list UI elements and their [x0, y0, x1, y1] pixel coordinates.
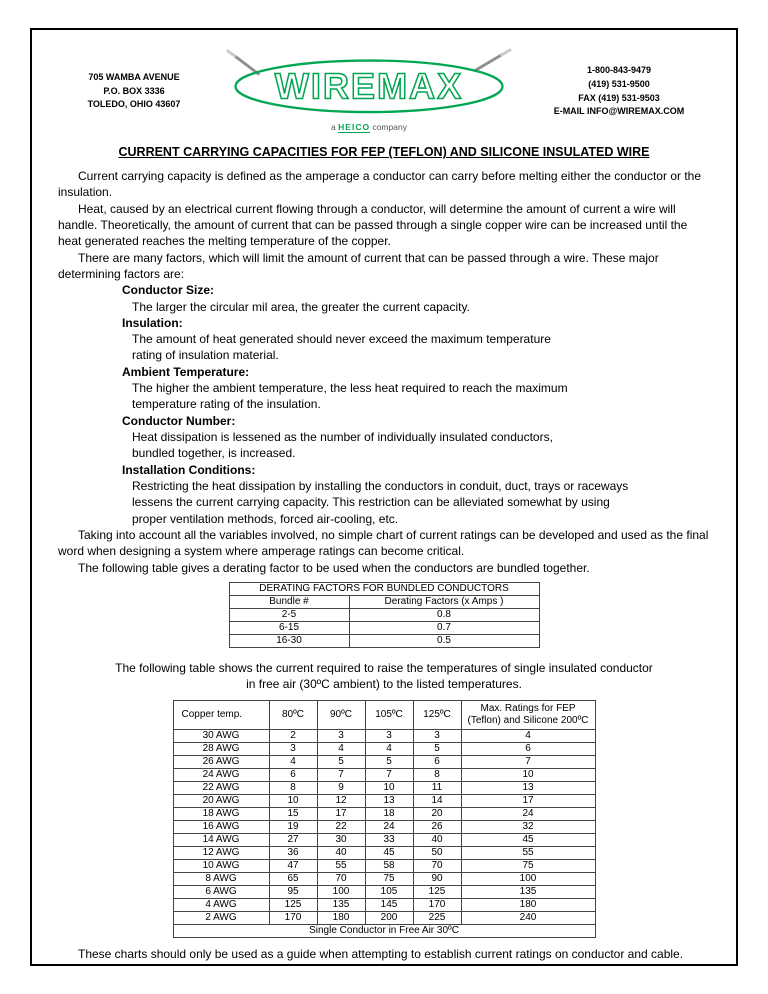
logo-wordmark: WIREMAX	[274, 65, 464, 107]
table-cell: 45	[365, 847, 413, 860]
table-row	[173, 730, 595, 743]
table-cell: 170	[413, 899, 461, 912]
table-cell: 14	[413, 795, 461, 808]
table-cell: 32	[461, 821, 595, 834]
factor-label: Ambient Temperature:	[122, 364, 250, 379]
intro-paragraph: Current carrying capacity is defined as the amperage a conductor can carry before melting either the conductor or the insulation.	[58, 169, 701, 200]
derating-table	[229, 582, 540, 648]
table-cell: 24	[461, 808, 595, 821]
text-line: bundled together, is increased.	[132, 446, 296, 461]
table-cell: 3	[269, 743, 317, 756]
table-cell: 18 AWG	[173, 808, 269, 821]
logo-tagline	[325, 122, 413, 132]
document-title-text: CURRENT CARRYING CAPACITIES FOR FEP (TEFLON) AND SILICONE INSULATED WIRE	[118, 145, 650, 159]
ratings-table-intro: The following table shows the current required to raise the temperatures of single insulated conductor in free air (30ºC ambient) to the listed temperatures.	[115, 660, 653, 692]
table-cell: 0.5	[349, 634, 539, 647]
text-line: Heat dissipation is lessened as the number of individually insulated conductors,	[132, 430, 553, 444]
table-cell: 75	[461, 860, 595, 873]
ratings-table	[173, 700, 596, 938]
column-header: 125ºC	[413, 701, 461, 730]
ratings-table-footer: Single Conductor in Free Air 30ºC	[173, 925, 595, 938]
factor-text	[132, 478, 710, 527]
factor-ambient-temperature	[122, 364, 710, 413]
table-cell: 17	[317, 808, 365, 821]
table-cell: 20	[413, 808, 461, 821]
table-cell: 100	[317, 886, 365, 899]
table-cell: 33	[365, 834, 413, 847]
table-row	[173, 701, 595, 730]
column-header: Derating Factors (x Amps )	[349, 595, 539, 608]
table-cell: 200	[365, 912, 413, 925]
table-row	[173, 769, 595, 782]
table-cell: 4 AWG	[173, 899, 269, 912]
wire-end-left-icon	[235, 56, 259, 74]
table-row	[173, 847, 595, 860]
column-header: 80ºC	[269, 701, 317, 730]
intro-paragraph: Heat, caused by an electrical current flowing through a conductor, will determine the amount of current a wire will handle. Theoretically, the amount of current that can be passed through a single copper wire can be increased until the heat generated reaches the melting temperature of the copper.	[58, 201, 688, 249]
table-cell: 65	[269, 873, 317, 886]
intro-paragraph: There are many factors, which will limit the amount of current that can be passed through a wire. These major determining factors are:	[58, 250, 659, 281]
factor-label: Installation Conditions:	[122, 462, 256, 477]
table-cell: 170	[269, 912, 317, 925]
table-cell: 15	[269, 808, 317, 821]
table-cell: 180	[461, 899, 595, 912]
table-cell: 22	[317, 821, 365, 834]
factor-installation-conditions	[122, 462, 710, 527]
table-cell: 12	[317, 795, 365, 808]
table-row	[173, 795, 595, 808]
table-row	[173, 782, 595, 795]
wiremax-logo-graphic	[226, 48, 512, 117]
table-cell: 13	[365, 795, 413, 808]
factor-label: Conductor Number:	[122, 413, 236, 428]
table-cell: 125	[413, 886, 461, 899]
tagline-brand: HEICO	[338, 122, 371, 132]
table-cell: 3	[413, 730, 461, 743]
table-cell: 18	[365, 808, 413, 821]
table-cell: 16-30	[229, 634, 349, 647]
table-cell: 125	[269, 899, 317, 912]
table-row	[229, 634, 539, 647]
table-cell: 7	[317, 769, 365, 782]
table-row	[229, 595, 539, 608]
factor-text	[132, 429, 710, 462]
table-cell: 10	[365, 782, 413, 795]
table-cell: 8	[269, 782, 317, 795]
table-cell: 4	[317, 743, 365, 756]
text-line: E-MAIL INFO@WIREMAX.COM	[553, 106, 685, 117]
ratings-table-body	[173, 730, 595, 925]
wire-tip-right-icon	[502, 50, 511, 55]
table-cell: 4	[365, 743, 413, 756]
table-cell: 95	[269, 886, 317, 899]
table-cell: 6	[461, 743, 595, 756]
table-cell: 45	[461, 834, 595, 847]
table-row	[173, 808, 595, 821]
text-line: temperature rating of the insulation.	[132, 397, 321, 412]
factor-conductor-size	[122, 282, 710, 315]
table-cell: 75	[365, 873, 413, 886]
table-cell: 24	[365, 821, 413, 834]
table-cell: 17	[461, 795, 595, 808]
table-cell: 8 AWG	[173, 873, 269, 886]
table-cell: 55	[317, 860, 365, 873]
table-cell: 9	[317, 782, 365, 795]
document-page	[30, 28, 738, 966]
table-cell: 4	[269, 756, 317, 769]
table-row	[173, 834, 595, 847]
table-cell: 30	[317, 834, 365, 847]
table-cell: 0.8	[349, 608, 539, 621]
table-cell: 145	[365, 899, 413, 912]
company-address	[59, 71, 209, 113]
table-cell: 27	[269, 834, 317, 847]
table-row	[173, 821, 595, 834]
table-cell: 50	[413, 847, 461, 860]
table-cell: 40	[317, 847, 365, 860]
table-cell: 36	[269, 847, 317, 860]
table-row	[229, 608, 539, 621]
text-line: TOLEDO, OHIO 43607	[87, 99, 181, 110]
company-contact	[529, 64, 709, 120]
table-cell: 22 AWG	[173, 782, 269, 795]
text-line: P.O. BOX 3336	[103, 85, 165, 96]
table-cell: 100	[461, 873, 595, 886]
table-cell: 7	[365, 769, 413, 782]
wire-tip-left-icon	[228, 51, 235, 56]
text-line: 705 WAMBA AVENUE	[88, 71, 180, 82]
table-cell: 2	[269, 730, 317, 743]
table-cell: 105	[365, 886, 413, 899]
derating-table-body	[229, 608, 539, 647]
table-cell: 5	[413, 743, 461, 756]
table-row	[173, 743, 595, 756]
text-line: The larger the circular mil area, the greater the current capacity.	[132, 299, 470, 314]
text-line: The amount of heat generated should never exceed the maximum temperature	[132, 332, 551, 347]
table-cell: 2-5	[229, 608, 349, 621]
table-row	[229, 621, 539, 634]
table-cell: 20 AWG	[173, 795, 269, 808]
factor-conductor-number	[122, 413, 710, 462]
text-line: rating of insulation material.	[132, 348, 279, 363]
table-cell: 6 AWG	[173, 886, 269, 899]
text-line: (419) 531-9500	[588, 78, 650, 89]
table-cell: 180	[317, 912, 365, 925]
table-cell: 16 AWG	[173, 821, 269, 834]
closing-note: These charts should only be used as a guide when attempting to establish current ratings on conductor and cable.	[78, 947, 684, 962]
summary-paragraph: Taking into account all the variables involved, no simple chart of current ratings can be developed and used as the final word when designing a system where amperage ratings can become critical.	[58, 527, 709, 559]
table-cell: 12 AWG	[173, 847, 269, 860]
table-cell: 11	[413, 782, 461, 795]
table-cell: 6	[413, 756, 461, 769]
table-cell: 70	[317, 873, 365, 886]
letterhead	[58, 48, 710, 135]
table-cell: 4	[461, 730, 595, 743]
summary-paragraph: The following table gives a derating factor to be used when the conductors are bundled together.	[78, 560, 590, 575]
column-header: 105ºC	[365, 701, 413, 730]
table-cell: 90	[413, 873, 461, 886]
text-line: lessens the current carrying capacity. This restriction can be alleviated somewhat by using	[132, 495, 610, 510]
table-cell: 28 AWG	[173, 743, 269, 756]
factor-label: Insulation:	[122, 315, 183, 330]
factor-text	[132, 299, 710, 315]
table-cell: 10	[269, 795, 317, 808]
table-cell: 26 AWG	[173, 756, 269, 769]
factor-insulation	[122, 315, 710, 364]
table-row	[173, 912, 595, 925]
table-cell: 55	[461, 847, 595, 860]
logo-block	[219, 48, 519, 135]
table-row	[173, 886, 595, 899]
text-line: 1-800-843-9479	[586, 64, 652, 75]
tagline-company: company	[372, 122, 407, 132]
table-cell: 8	[413, 769, 461, 782]
column-header: 90ºC	[317, 701, 365, 730]
table-cell: 19	[269, 821, 317, 834]
column-header: Copper temp.	[173, 701, 269, 730]
factor-text	[132, 380, 710, 413]
table-cell: 0.7	[349, 621, 539, 634]
column-header: Max. Ratings for FEP (Teflon) and Silicone 200ºC	[461, 701, 595, 730]
table-cell: 225	[413, 912, 461, 925]
table-cell: 10	[461, 769, 595, 782]
text-line: FAX (419) 531-9503	[578, 92, 660, 103]
document-title	[58, 145, 710, 159]
table-row	[173, 860, 595, 873]
factor-label: Conductor Size:	[122, 283, 214, 298]
text-line: Restricting the heat dissipation by installing the conductors in conduit, duct, trays or raceways	[132, 478, 629, 493]
table-cell: 10 AWG	[173, 860, 269, 873]
table-cell: 14 AWG	[173, 834, 269, 847]
table-row	[229, 582, 539, 595]
table-cell: 70	[413, 860, 461, 873]
table-cell: 30 AWG	[173, 730, 269, 743]
table-cell: 6-15	[229, 621, 349, 634]
table-row	[173, 925, 595, 938]
table-row	[173, 899, 595, 912]
table-cell: 240	[461, 912, 595, 925]
tagline-a: a	[331, 122, 336, 132]
table-cell: 3	[365, 730, 413, 743]
column-header: Bundle #	[229, 595, 349, 608]
table-cell: 135	[317, 899, 365, 912]
table-cell: 47	[269, 860, 317, 873]
table-cell: 26	[413, 821, 461, 834]
table-cell: 3	[317, 730, 365, 743]
factor-text	[132, 331, 710, 364]
table-cell: 13	[461, 782, 595, 795]
derating-table-title: DERATING FACTORS FOR BUNDLED CONDUCTORS	[229, 582, 539, 595]
table-cell: 135	[461, 886, 595, 899]
table-row	[173, 873, 595, 886]
text-line: The higher the ambient temperature, the less heat required to reach the maximum	[132, 381, 568, 396]
table-cell: 58	[365, 860, 413, 873]
table-cell: 24 AWG	[173, 769, 269, 782]
table-row	[173, 756, 595, 769]
wire-end-right-icon	[476, 55, 502, 70]
text-line: proper ventilation methods, forced air-cooling, etc.	[132, 511, 399, 526]
table-cell: 7	[461, 756, 595, 769]
table-cell: 5	[317, 756, 365, 769]
table-cell: 5	[365, 756, 413, 769]
table-cell: 2 AWG	[173, 912, 269, 925]
table-cell: 40	[413, 834, 461, 847]
table-cell: 6	[269, 769, 317, 782]
